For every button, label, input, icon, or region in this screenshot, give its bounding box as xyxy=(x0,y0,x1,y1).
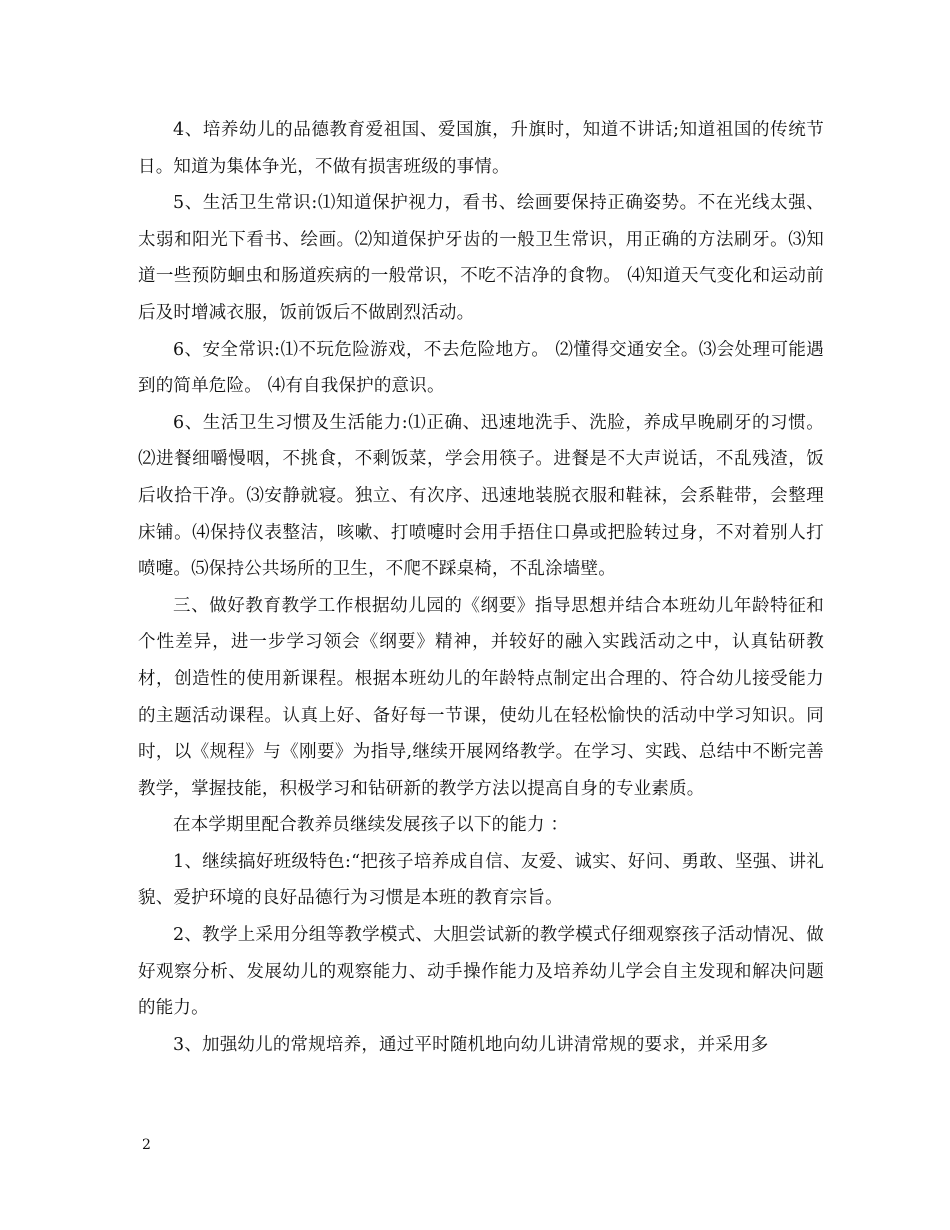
paragraph-teaching-mode: 2、教学上采用分组等教学模式、大胆尝试新的教学模式仔细观察孩子活动情况、做好观察分析、发展幼儿的观察能力、动手操作能力及培养幼儿学会自主发现和解决问题的能力。 xyxy=(138,925,824,1019)
paragraph-hygiene-habits: 6、生活卫生习惯及生活能力:⑴正确、迅速地洗手、洗脸，养成早晚刷牙的习惯。⑵进餐细嚼慢咽，不挑食，不剩饭菜，学会用筷子。进餐是不大声说话，不乱残渣，饭后收拾干净。⑶安静就寝。独立、有次序、迅速地装脱衣服和鞋袜，会系鞋带，会整理床铺。⑷保持仪表整洁，咳嗽、打喷嚏时会用手捂住口鼻或把脸转过身，不对着别人打喷嚏。⑸保持公共场所的卫生，不爬不踩桌椅，不乱涂墙壁。 xyxy=(138,412,824,580)
paragraph-teaching-work: 三、做好教育教学工作根据幼儿园的《纲要》指导思想并结合本班幼儿年龄特征和个性差异，进一步学习领会《纲要》精神，并较好的融入实践活动之中，认真钻研教材，创造性的使用新课程。根据本班幼儿的年龄特点制定出合理的、符合幼儿接受能力的主题活动课程。认真上好、备好每一节课，使幼儿在轻松愉快的活动中学习知识。同时，以《规程》与《刚要》为指导,继续开展网络教学。在学习、实践、总结中不断完善教学，掌握技能，积极学习和钻研新的教学方法以提高自身的专业素质。 xyxy=(138,595,824,799)
paragraph-abilities-intro: 在本学期里配合教养员继续发展孩子以下的能力 ： xyxy=(173,815,569,836)
paragraph-hygiene-knowledge: 5、生活卫生常识:⑴知道保护视力，看书、绘画要保持正确姿势。不在光线太强、太弱和阳光下看书、绘画。⑵知道保护牙齿的一般卫生常识，用正确的方法刷牙。⑶知道一些预防蛔虫和肠道疾病的一般常识，不吃不洁净的食物。 ⑷知道天气变化和运动前后及时增减衣服，饭前饭后不做剧烈活动。 xyxy=(138,193,824,323)
paragraph-class-feature: 1、继续搞好班级特色:“把孩子培养成自信、友爱、诚实、好问、勇敢、坚强、讲礼貌、爱护环境的良好品德行为习惯是本班的教育宗旨。 xyxy=(138,851,824,909)
paragraph-moral-education: 4、培养幼儿的品德教育爱祖国、爱国旗，升旗时，知道不讲话;知道祖国的传统节日。知道为集体争光，不做有损害班级的事情。 xyxy=(138,120,824,177)
paragraph-routine-training: 3、加强幼儿的常规培养，通过平时随机地向幼儿讲清常规的要求，并采用多 xyxy=(173,1034,769,1055)
page-number: 2 xyxy=(142,1137,151,1153)
document-body xyxy=(138,112,824,1063)
paragraph-safety-knowledge: 6、安全常识:⑴不玩危险游戏，不去危险地方。 ⑵懂得交通安全。⑶会处理可能遇到的简单危险。 ⑷有自我保护的意识。 xyxy=(138,339,824,397)
